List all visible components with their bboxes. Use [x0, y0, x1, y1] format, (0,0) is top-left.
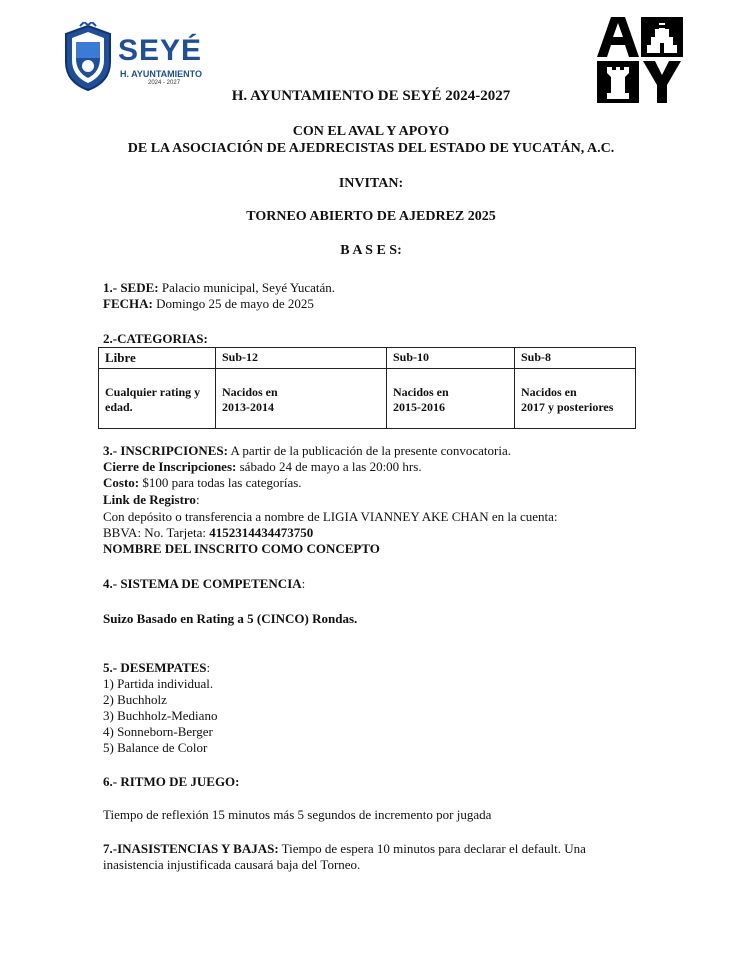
cierre-label: Cierre de Inscripciones: [103, 459, 237, 474]
categorias-table [98, 347, 636, 429]
cierre-line [103, 459, 422, 475]
fecha-label: FECHA: [103, 296, 153, 311]
cierre-value: sábado 24 de mayo a las 20:00 hrs. [236, 459, 422, 474]
link-registro-colon: : [195, 492, 200, 507]
table-header-row [99, 348, 636, 369]
deposito-line: Con depósito o transferencia a nombre de LIGIA VIANNEY AKE CHAN en la cuenta: [103, 509, 558, 524]
inasistencias-value: Tiempo de espera 10 minutos para declarar el default. Una [278, 841, 586, 856]
desempates-line [103, 660, 210, 676]
inscripciones-line [103, 443, 511, 459]
inscripciones-value: A partir de la publicación de la presente convocatoria. [227, 443, 511, 458]
seye-shield-icon [60, 22, 116, 92]
bbva-line [103, 525, 313, 541]
table-row [99, 369, 636, 429]
desempate-item: 2) Buchholz [103, 692, 167, 707]
cell-line: 2015-2016 [393, 399, 445, 414]
invitan-heading: INVITAN: [338, 176, 404, 191]
table-header-cell: Libre [99, 348, 216, 369]
table-cell [515, 369, 636, 429]
sistema-colon: : [301, 576, 306, 591]
cell-line: Cualquier rating y [105, 384, 201, 399]
cell-line: Nacidos en [521, 384, 577, 399]
inasistencias-label: 7.-INASISTENCIAS Y BAJAS: [103, 841, 279, 856]
sede-line [103, 280, 335, 296]
seye-logo-years: 2024 - 2027 [148, 80, 181, 86]
bbva-label: BBVA: No. Tarjeta: [103, 525, 210, 540]
desempates-colon: : [206, 660, 211, 675]
desempate-item: 3) Buchholz-Mediano [103, 708, 218, 723]
table-header-cell: Sub-10 [387, 348, 515, 369]
sistema-label: 4.- SISTEMA DE COMPETENCIA [103, 576, 302, 591]
categorias-heading: 2.-CATEGORIAS: [103, 331, 208, 346]
sistema-value: Suizo Basado en Rating a 5 (CINCO) Rondas. [103, 611, 358, 626]
sede-value: Palacio municipal, Seyé Yucatán. [158, 280, 336, 295]
inasistencias-line [103, 841, 586, 857]
desempate-item: 4) Sonneborn-Berger [103, 724, 213, 739]
cell-line: 2013-2014 [222, 399, 274, 414]
fecha-line [103, 296, 314, 312]
table-header-cell: Sub-8 [515, 348, 636, 369]
seye-ayuntamiento-logo [60, 22, 210, 92]
desempates-label: 5.- DESEMPATES [103, 660, 207, 675]
inasistencias-line-2: inasistencia injustificada causará baja del Torneo. [103, 857, 361, 872]
desempate-item: 5) Balance de Color [103, 740, 208, 755]
costo-label: Costo: [103, 475, 140, 490]
costo-value: $100 para todas las categorías. [139, 475, 302, 490]
fecha-value: Domingo 25 de mayo de 2025 [152, 296, 314, 311]
link-registro-line [103, 492, 200, 508]
table-header-cell: Sub-12 [216, 348, 387, 369]
torneo-heading: TORNEO ABIERTO DE AJEDREZ 2025 [246, 209, 496, 224]
ritmo-value: Tiempo de reflexión 15 minutos más 5 segundos de incremento por jugada [103, 807, 492, 822]
cell-line: edad. [105, 399, 133, 414]
bases-heading: B A S E S: [340, 243, 402, 258]
link-registro-label: Link de Registro [103, 492, 196, 507]
sistema-line [103, 576, 305, 592]
tarjeta-number: 4152314434473750 [209, 525, 314, 540]
costo-line [103, 475, 302, 491]
inscripciones-label: 3.- INSCRIPCIONES: [103, 443, 228, 458]
cell-line: Nacidos en [222, 384, 278, 399]
seye-logo-word: SEYÉ [118, 34, 203, 67]
page-title: H. AYUNTAMIENTO DE SEYÉ 2024-2027 [231, 88, 511, 104]
table-cell [216, 369, 387, 429]
table-cell [387, 369, 515, 429]
sede-label: 1.- SEDE: [103, 280, 159, 295]
cell-line: Nacidos en [393, 384, 449, 399]
concepto-line: NOMBRE DEL INSCRITO COMO CONCEPTO [103, 541, 380, 556]
table-cell [99, 369, 216, 429]
cell-line: 2017 y posteriores [521, 399, 614, 414]
ritmo-heading: 6.- RITMO DE JUEGO: [103, 774, 240, 789]
aval-line-2: DE LA ASOCIACIÓN DE AJEDRECISTAS DEL ESTADO DE YUCATÁN, A.C. [127, 141, 615, 156]
seye-logo-subtitle: H. AYUNTAMIENTO [120, 69, 203, 79]
desempate-item: 1) Partida individual. [103, 676, 214, 691]
aval-line-1: CON EL AVAL Y APOYO [292, 124, 450, 139]
